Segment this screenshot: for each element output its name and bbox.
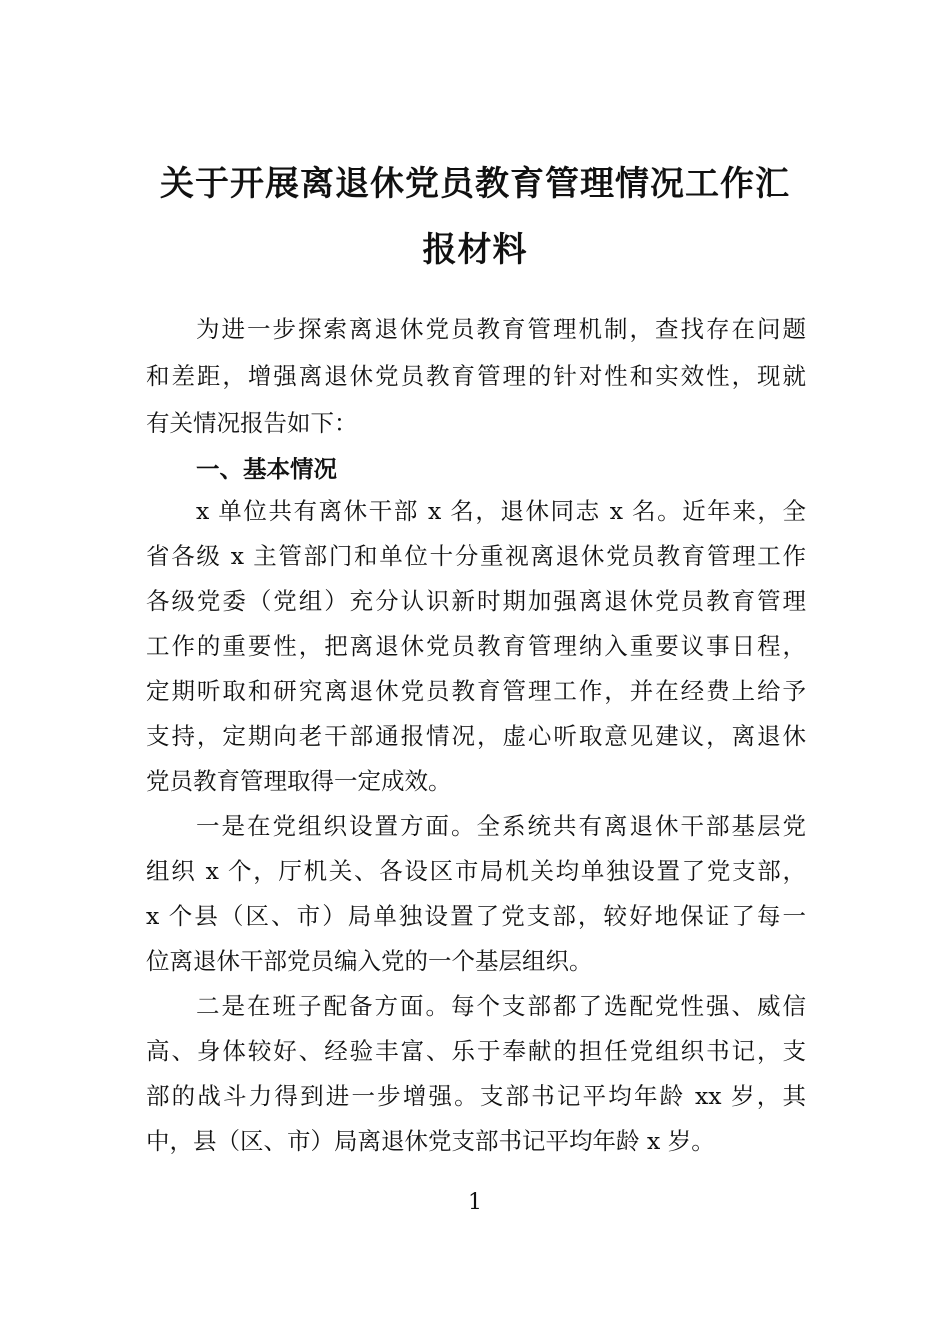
paragraph-line: 一是在党组织设置方面。全系统共有离退休干部基层党 xyxy=(196,812,806,840)
paragraph-line: 工作的重要性，把离退休党员教育管理纳入重要议事日程， xyxy=(146,632,806,660)
paragraph-line: 中，县（区、市）局离退休党支部书记平均年龄 x 岁。 xyxy=(146,1127,715,1155)
paragraph-line: 省各级 x 主管部门和单位十分重视离退休党员教育管理工作 xyxy=(146,542,806,570)
paragraph-line: 党员教育管理取得一定成效。 xyxy=(146,767,452,795)
paragraph-line: 定期听取和研究离退休党员教育管理工作，并在经费上给予 xyxy=(146,677,806,705)
intro-line: 为进一步探索离退休党员教育管理机制，查找存在问题 xyxy=(196,315,806,343)
paragraph-line: 支持，定期向老干部通报情况，虚心听取意见建议，离退休 xyxy=(146,722,806,750)
paragraph-line: 高、身体较好、经验丰富、乐于奉献的担任党组织书记，支 xyxy=(146,1037,806,1065)
document-title-line-1: 关于开展离退休党员教育管理情况工作汇 xyxy=(160,164,790,204)
intro-line: 有关情况报告如下： xyxy=(146,409,358,437)
section-heading: 一、基本情况 xyxy=(196,455,337,483)
paragraph-line: x 个县（区、市）局单独设置了党支部，较好地保证了每一 xyxy=(146,902,806,930)
page-number: 1 xyxy=(468,1190,482,1215)
paragraph-line: 二是在班子配备方面。每个支部都了选配党性强、威信 xyxy=(196,992,806,1020)
document-title-line-2: 报材料 xyxy=(422,230,528,270)
paragraph-line: 位离退休干部党员编入党的一个基层组织。 xyxy=(146,947,593,975)
paragraph-line: 各级党委（党组）充分认识新时期加强离退休党员教育管理 xyxy=(146,587,806,615)
intro-line: 和差距，增强离退休党员教育管理的针对性和实效性，现就 xyxy=(146,362,806,390)
paragraph-line: 组织 x 个，厅机关、各设区市局机关均单独设置了党支部， xyxy=(146,857,806,885)
paragraph-line: x 单位共有离休干部 x 名，退休同志 x 名。近年来，全 xyxy=(196,497,806,525)
paragraph-line: 部的战斗力得到进一步增强。支部书记平均年龄 xx 岁，其 xyxy=(146,1082,806,1110)
